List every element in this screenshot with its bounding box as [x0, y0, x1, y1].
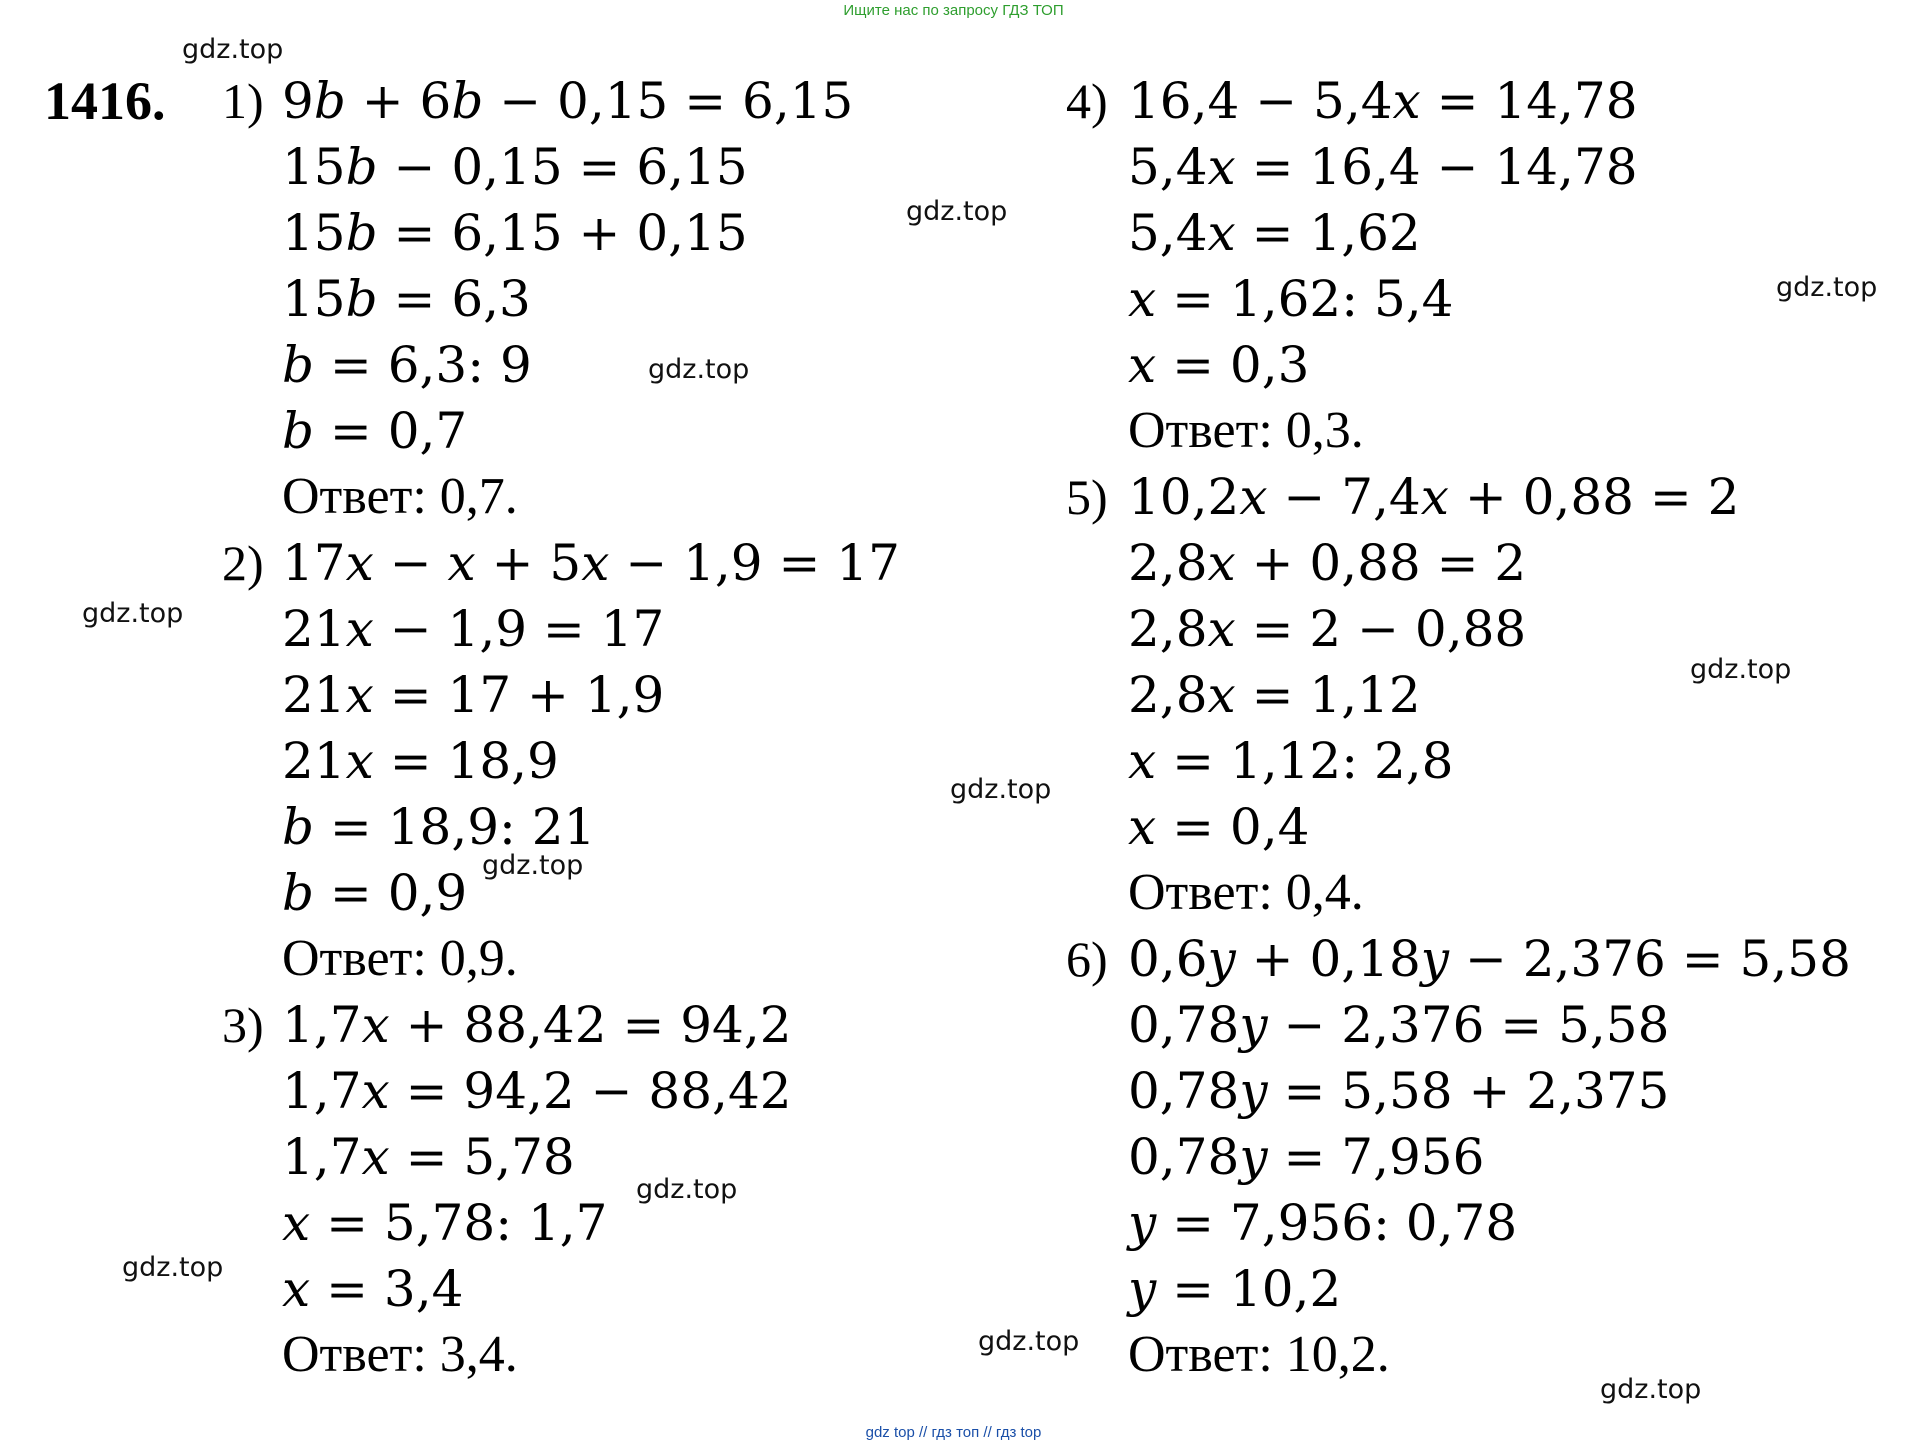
answer-line: Ответ: 10,2. — [1128, 1326, 1390, 1383]
equation-line: 17x − x + 5x − 1,9 = 17 — [282, 534, 900, 592]
equation-line: x = 1,62: 5,4 — [1128, 270, 1454, 328]
equation-line: y = 10,2 — [1128, 1260, 1342, 1318]
equation-line: 21x = 18,9 — [282, 732, 559, 790]
equation-line: 0,78y − 2,376 = 5,58 — [1128, 996, 1670, 1054]
equation-line: 15b = 6,15 + 0,15 — [282, 204, 748, 262]
watermark: gdz.top — [122, 1252, 224, 1283]
watermark: gdz.top — [182, 34, 284, 65]
equation-line: 0,6y + 0,18y − 2,376 = 5,58 — [1128, 930, 1851, 988]
answer-line: Ответ: 0,3. — [1128, 402, 1364, 459]
equation-line: y = 7,956: 0,78 — [1128, 1194, 1518, 1252]
equation-line: 9b + 6b − 0,15 = 6,15 — [282, 72, 854, 130]
part-marker: 4) — [1066, 73, 1108, 129]
watermark: gdz.top — [1690, 654, 1792, 685]
watermark: gdz.top — [978, 1326, 1080, 1357]
equation-line: 16,4 − 5,4x = 14,78 — [1128, 72, 1638, 130]
equation-line: 1,7x = 94,2 − 88,42 — [282, 1062, 792, 1120]
equation-line: 2,8x + 0,88 = 2 — [1128, 534, 1527, 592]
equation-line: x = 3,4 — [282, 1260, 464, 1318]
answer-line: Ответ: 0,9. — [282, 930, 518, 987]
watermark: gdz.top — [906, 196, 1008, 227]
watermark: gdz.top — [950, 774, 1052, 805]
equation-line: 2,8x = 2 − 0,88 — [1128, 600, 1527, 658]
answer-line: Ответ: 0,7. — [282, 468, 518, 525]
equation-line: x = 0,3 — [1128, 336, 1310, 394]
watermark: gdz.top — [1600, 1374, 1702, 1405]
equation-line: 15b = 6,3 — [282, 270, 531, 328]
equation-line: 0,78y = 7,956 — [1128, 1128, 1485, 1186]
watermark: gdz.top — [648, 354, 750, 385]
equation-line: b = 18,9: 21 — [282, 798, 596, 856]
answer-line: Ответ: 3,4. — [282, 1326, 518, 1383]
watermark: gdz.top — [1776, 272, 1878, 303]
equation-line: b = 6,3: 9 — [282, 336, 532, 394]
part-marker: 1) — [222, 73, 264, 129]
part-marker: 3) — [222, 997, 264, 1053]
part-marker: 6) — [1066, 931, 1108, 987]
part-marker: 2) — [222, 535, 264, 591]
watermark: gdz.top — [636, 1174, 738, 1205]
equation-line: 1,7x = 5,78 — [282, 1128, 575, 1186]
answer-line: Ответ: 0,4. — [1128, 864, 1364, 921]
equation-line: 21x − 1,9 = 17 — [282, 600, 665, 658]
equation-line: b = 0,7 — [282, 402, 468, 460]
problem-number: 1416. — [44, 71, 166, 131]
equation-line: 2,8x = 1,12 — [1128, 666, 1421, 724]
equation-line: 10,2x − 7,4x + 0,88 = 2 — [1128, 468, 1740, 526]
top-banner: Ищите нас по запросу ГДЗ ТОП — [843, 2, 1064, 19]
equation-line: 1,7x + 88,42 = 94,2 — [282, 996, 792, 1054]
bottom-banner: gdz top // гдз топ // гдз top — [865, 1424, 1042, 1441]
watermark: gdz.top — [82, 598, 184, 629]
equation-line: 0,78y = 5,58 + 2,375 — [1128, 1062, 1670, 1120]
part-marker: 5) — [1066, 469, 1108, 525]
equation-line: x = 5,78: 1,7 — [282, 1194, 608, 1252]
equation-line: 15b − 0,15 = 6,15 — [282, 138, 748, 196]
equation-line: x = 0,4 — [1128, 798, 1310, 856]
equation-line: x = 1,12: 2,8 — [1128, 732, 1454, 790]
equation-line: 21x = 17 + 1,9 — [282, 666, 665, 724]
watermark: gdz.top — [482, 850, 584, 881]
equation-line: 5,4x = 1,62 — [1128, 204, 1421, 262]
equation-line: b = 0,9 — [282, 864, 468, 922]
equation-line: 5,4x = 16,4 − 14,78 — [1128, 138, 1638, 196]
